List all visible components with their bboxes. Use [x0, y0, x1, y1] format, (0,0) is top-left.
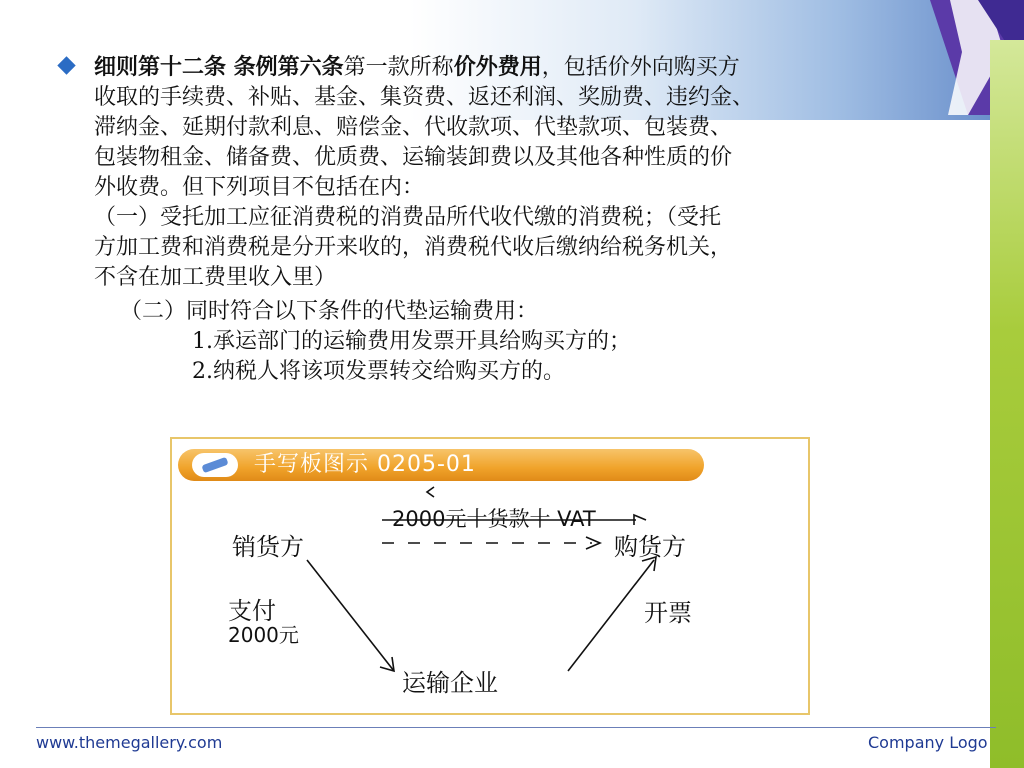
buyer-label: 购货方 — [614, 533, 686, 561]
paragraph-definition — [60, 52, 940, 293]
seller-label: 销货方 — [232, 533, 304, 561]
footer-website-link[interactable]: www.themegallery.com — [36, 733, 223, 752]
slide-body — [60, 52, 940, 387]
text-line: 方加工费和消费税是分开来收的，消费税代收后缴纳给税务机关， — [94, 235, 733, 260]
text-line — [94, 52, 940, 83]
text-line: 滞纳金、延期付款利息、赔偿金、代收款项、代垫款项、包装费、 — [94, 115, 733, 140]
invoice-label: 开票 — [644, 599, 692, 627]
text-line: 不含在加工费里收入里） — [94, 265, 337, 290]
transport-company-label: 运输企业 — [402, 669, 498, 697]
text-line: （一）受托加工应征消费税的消费品所代收代缴的消费税；（受托 — [94, 205, 722, 230]
text-line: 2.纳税人将该项发票转交给购买方的。 — [192, 359, 565, 384]
text-span: ，包括价外向购买方 — [541, 55, 740, 80]
bold-term: 价外费用 — [453, 54, 542, 80]
invoice-arrow-line — [568, 560, 654, 671]
footer-divider — [36, 727, 996, 728]
text-line: （二）同时符合以下条件的代垫运输费用： — [120, 299, 539, 324]
dashed-arrow-head — [586, 537, 600, 549]
right-accent-bar — [990, 40, 1024, 768]
text-line: 包装物租金、储备费、优质费、运输装卸费以及其他各种性质的价 — [94, 145, 733, 170]
top-arrow-label: 2000元十货款十 VAT — [392, 507, 596, 531]
small-up-arrowhead — [427, 487, 434, 497]
pay-amount-label: 2000元 — [228, 623, 299, 647]
text-line: 收取的手续费、补贴、基金、集资费、返还利润、奖励费、违约金、 — [94, 85, 755, 110]
text-span: 第一款所称 — [343, 55, 454, 80]
text-line: 1.承运部门的运输费用发票开具给购买方的； — [192, 329, 631, 354]
handwriting-board-figure — [170, 437, 810, 715]
bold-article-ref: 细则第十二条 条例第六条 — [94, 54, 344, 80]
footer-company-logo: Company Logo — [868, 733, 988, 752]
pay-label: 支付 — [228, 597, 276, 625]
pay-arrow-line — [307, 560, 394, 671]
figure-title: 手写板图示 0205-01 — [254, 452, 476, 477]
text-line: 外收费。但下列项目不包括在内： — [94, 175, 425, 200]
